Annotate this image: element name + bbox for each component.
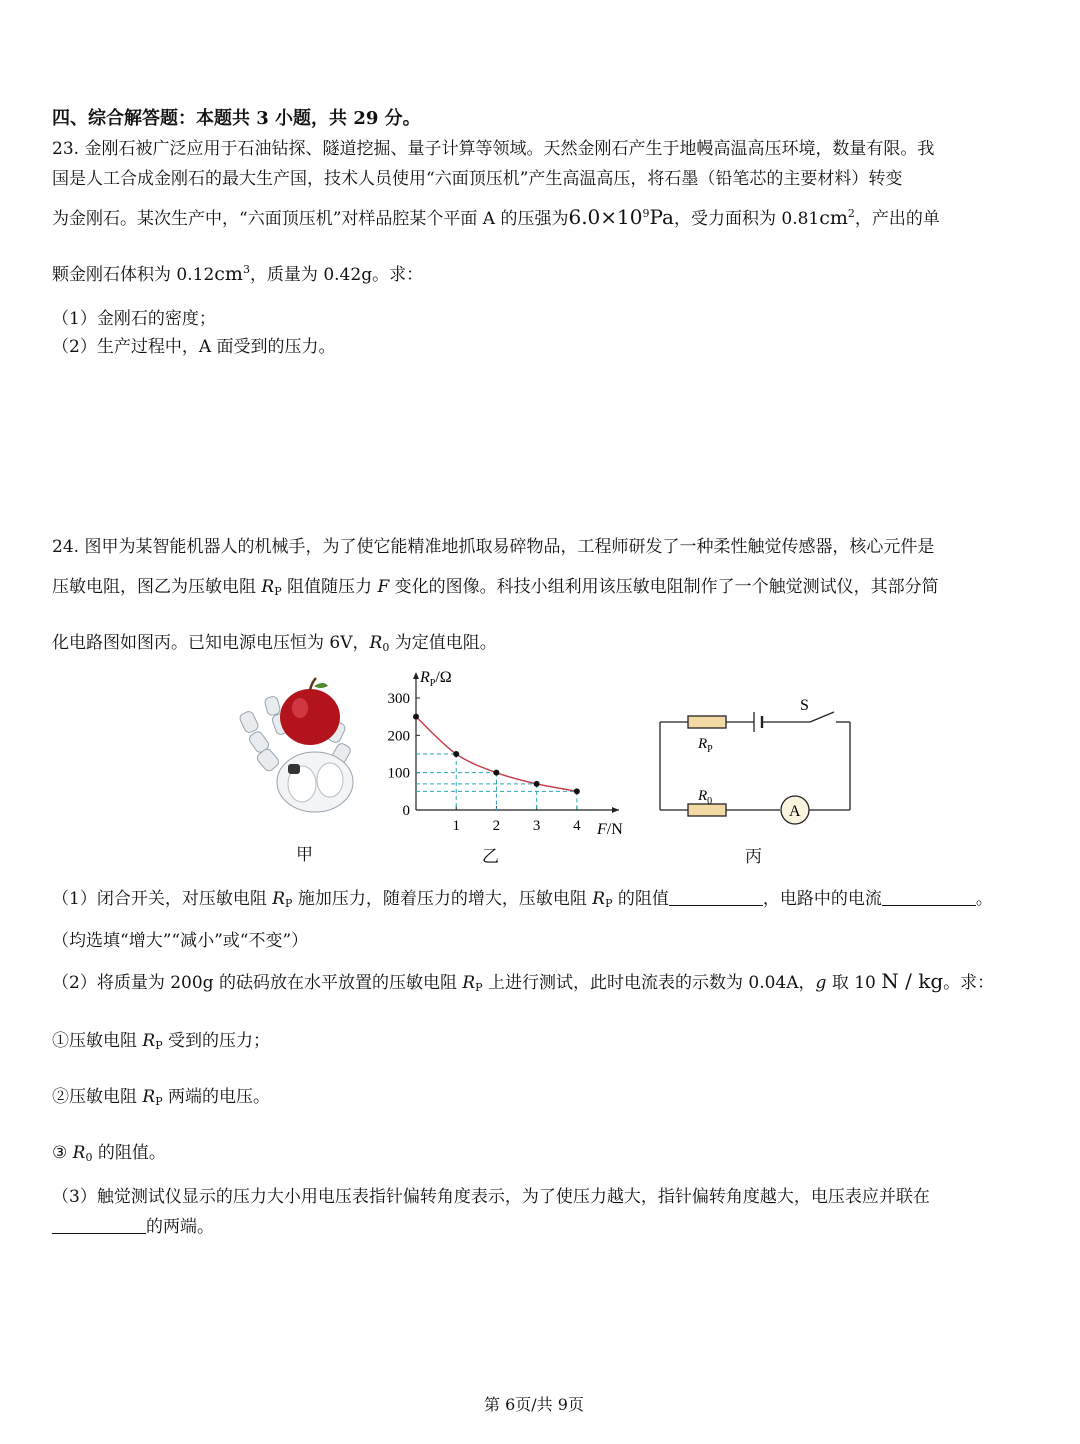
q23-line-3 — [52, 204, 940, 229]
q24-part-1-note: （均选填“增大”“减小”或“不变”） — [52, 931, 309, 951]
pressure-value: $6.0\times 10^9Pa$ — [568, 205, 674, 229]
mass-text: ，质量为 0.42g。求： — [249, 265, 424, 285]
x-tick-label: 2 — [492, 818, 501, 834]
q23-line-4 — [52, 260, 423, 285]
q23-line-3-end: ，产出的单 — [854, 209, 940, 229]
data-point — [493, 770, 499, 776]
switch-label: S — [800, 697, 809, 714]
figure-yi-caption: 乙 — [482, 847, 499, 867]
figure-jia — [230, 672, 370, 865]
q24-part-1: （1）闭合开关，对压敏电阻 $R_P$ 施加压力，随着压力的增大，压敏电阻 $R_P$ 的阻值 ，电路中的电流 。 — [52, 889, 993, 910]
x-tick-label: 4 — [573, 818, 581, 834]
y-tick-label: 0 — [402, 803, 410, 819]
y-axis-title: $R_P/\Omega$ — [420, 669, 452, 689]
x-tick-label: 3 — [532, 818, 541, 834]
robot-hand-image — [230, 672, 370, 822]
y-tick-label: 200 — [387, 728, 410, 745]
volume-text: 颗金刚石体积为 0.12 — [52, 265, 215, 285]
answer-blank-voltmeter[interactable] — [52, 1219, 146, 1234]
figure-jia-caption: 甲 — [296, 845, 313, 865]
page-footer: 第 6页/共 9页 — [484, 1395, 584, 1414]
q24-part-3-line-2: 的两端。 — [52, 1212, 214, 1237]
q24-part-2: （2）将质量为 200g 的砝码放在水平放置的压敏电阻 $R_P$ 上进行测试，此时电流表的示数为 0.04A，g 取 10 N / kg。求： — [52, 969, 995, 994]
q23-line-1: 23. 金刚石被广泛应用于石油钻探、隧道挖掘、量子计算等领域。天然金刚石产生于地幔高温高压环境，数量有限。我 — [52, 139, 935, 159]
switch-s — [810, 712, 834, 722]
circuit-diagram — [650, 690, 860, 830]
q24-part-2-item-1: ①压敏电阻 $R_P$ 受到的压力； — [52, 1031, 271, 1052]
q24-line-2: 压敏电阻，图乙为压敏电阻 $R_P$ 阻值随压力 F 变化的图像。科技小组利用该压敏电阻制作了一个触觉测试仪，其部分简 — [52, 577, 939, 598]
figure-bing — [650, 690, 860, 874]
r0-label: $R_0$ — [698, 788, 713, 807]
q23-sub-1: （1）金刚石的密度； — [52, 309, 216, 329]
answer-blank-resistance[interactable] — [669, 891, 763, 906]
q24-part-3: （3）触觉测试仪显示的压力大小用电压表指针偏转角度表示，为了使压力越大，指针偏转角度越大，电压表应并联在 — [52, 1187, 930, 1207]
q23-sub-2: （2）生产过程中，A 面受到的压力。 — [52, 337, 336, 357]
y-tick-label: 100 — [387, 765, 410, 782]
q23-line-2: 国是人工合成金刚石的最大生产国，技术人员使用“六面顶压机”产生高温高压，将石墨（铅笔芯的主要材料）转变 — [52, 169, 903, 189]
data-point — [413, 714, 419, 720]
data-point — [453, 751, 459, 757]
x-axis-arrow — [612, 807, 619, 813]
symbol-R: R — [261, 577, 275, 597]
area-unit: $cm^2$ — [819, 207, 855, 229]
rp-f-chart — [376, 662, 623, 842]
symbol-F: F — [377, 577, 390, 597]
y-tick-label: 300 — [387, 691, 410, 707]
y-axis-arrow — [413, 672, 419, 679]
data-point — [534, 781, 540, 787]
data-point — [574, 788, 580, 794]
q24-part-2-item-3: ③ $R_0$ 的阻值。 — [52, 1143, 166, 1164]
ammeter-label: A — [789, 803, 801, 820]
x-axis-title: F/N — [597, 821, 623, 838]
q24-line-3: 化电路图如图丙。已知电源电压恒为 6V，$R_0$ 为定值电阻。 — [52, 633, 497, 654]
rp-label: $R_P$ — [698, 736, 713, 755]
q23-line-3-text: 为金刚石。某次生产中，“六面顶压机”对样品腔某个平面 A 的压强为 — [52, 209, 569, 229]
area-text: ，受力面积为 0.81 — [673, 209, 820, 229]
x-tick-label: 1 — [452, 818, 460, 834]
q24-part-2-item-2: ②压敏电阻 $R_P$ 两端的电压。 — [52, 1087, 271, 1108]
figure-bing-caption: 丙 — [745, 847, 762, 867]
q24-line-1: 24. 图甲为某智能机器人的机械手，为了使它能精准地抓取易碎物品，工程师研发了一种柔性触觉传感器，核心元件是 — [52, 537, 935, 557]
resistor-rp — [688, 716, 726, 728]
volume-unit: $cm^3$ — [214, 263, 250, 285]
unit-n-per-kg: N / kg — [881, 969, 944, 993]
answer-blank-current[interactable] — [882, 891, 976, 906]
figure-yi — [376, 662, 623, 874]
section-title: 四、综合解答题：本题共 3 小题，共 29 分。 — [52, 108, 421, 129]
